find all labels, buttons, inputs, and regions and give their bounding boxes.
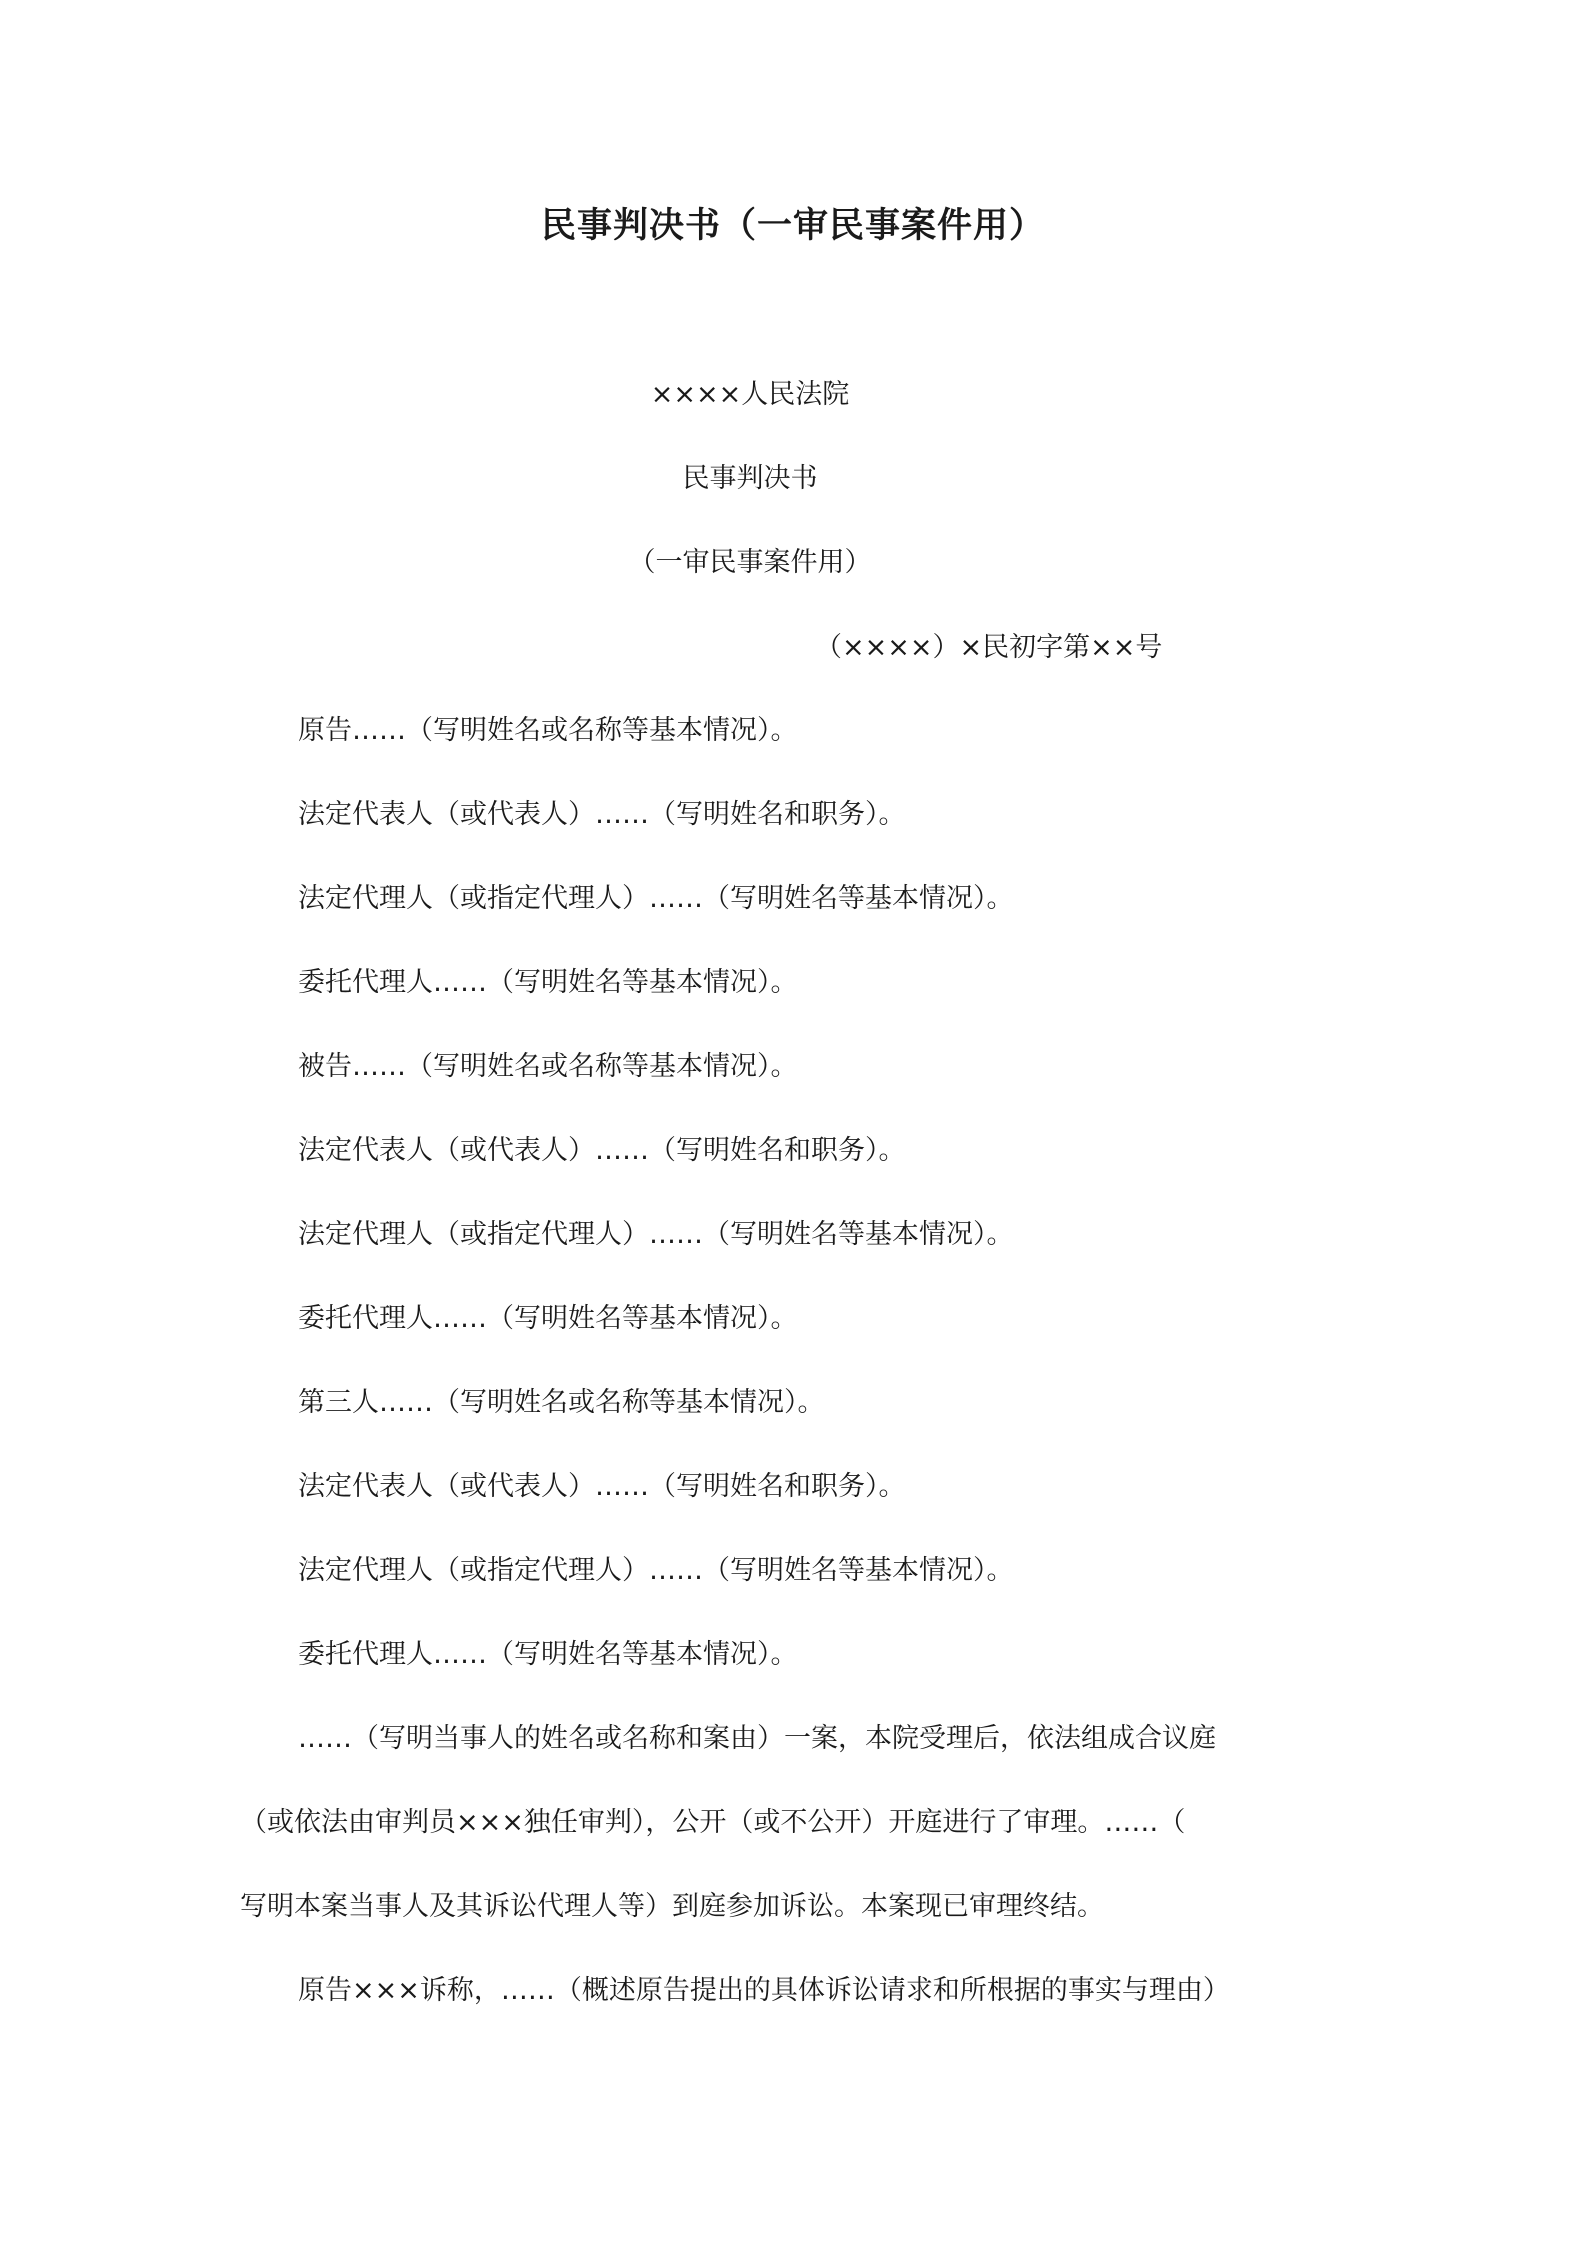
party-line: 被告……（写明姓名或名称等基本情况）。 xyxy=(298,1051,798,1082)
party-line: 原告……（写明姓名或名称等基本情况）。 xyxy=(298,715,798,746)
court-name: ××××人民法院 xyxy=(650,379,850,410)
plaintiff-claim-line: 原告×××诉称，……（概述原告提出的具体诉讼请求和所根据的事实与理由） xyxy=(298,1975,1230,2006)
document-title: 民事判决书（一审民事案件用） xyxy=(540,206,1045,246)
party-line: 第三人……（写明姓名或名称等基本情况）。 xyxy=(298,1387,825,1418)
party-line: 法定代表人（或代表人）……（写明姓名和职务）。 xyxy=(298,799,906,830)
document-type: 民事判决书 xyxy=(682,463,818,494)
party-line: 法定代表人（或代表人）……（写明姓名和职务）。 xyxy=(298,1471,906,1502)
case-number: （××××）×民初字第××号 xyxy=(815,632,1163,663)
procedure-paragraph-line: （或依法由审判员×××独任审判），公开（或不公开）开庭进行了审理。……（ xyxy=(240,1807,1186,1838)
party-line: 法定代理人（或指定代理人）……（写明姓名等基本情况）。 xyxy=(298,883,1014,914)
party-line: 法定代表人（或代表人）……（写明姓名和职务）。 xyxy=(298,1135,906,1166)
party-line: 委托代理人……（写明姓名等基本情况）。 xyxy=(298,967,798,998)
party-line: 法定代理人（或指定代理人）……（写明姓名等基本情况）。 xyxy=(298,1555,1014,1586)
party-line: 委托代理人……（写明姓名等基本情况）。 xyxy=(298,1303,798,1334)
procedure-paragraph-line: ……（写明当事人的姓名或名称和案由）一案，本院受理后，依法组成合议庭 xyxy=(298,1723,1216,1754)
procedure-paragraph-line: 写明本案当事人及其诉讼代理人等）到庭参加诉讼。本案现已审理终结。 xyxy=(240,1891,1104,1922)
party-line: 法定代理人（或指定代理人）……（写明姓名等基本情况）。 xyxy=(298,1219,1014,1250)
party-line: 委托代理人……（写明姓名等基本情况）。 xyxy=(298,1639,798,1670)
document-subtitle: （一审民事案件用） xyxy=(628,547,872,578)
